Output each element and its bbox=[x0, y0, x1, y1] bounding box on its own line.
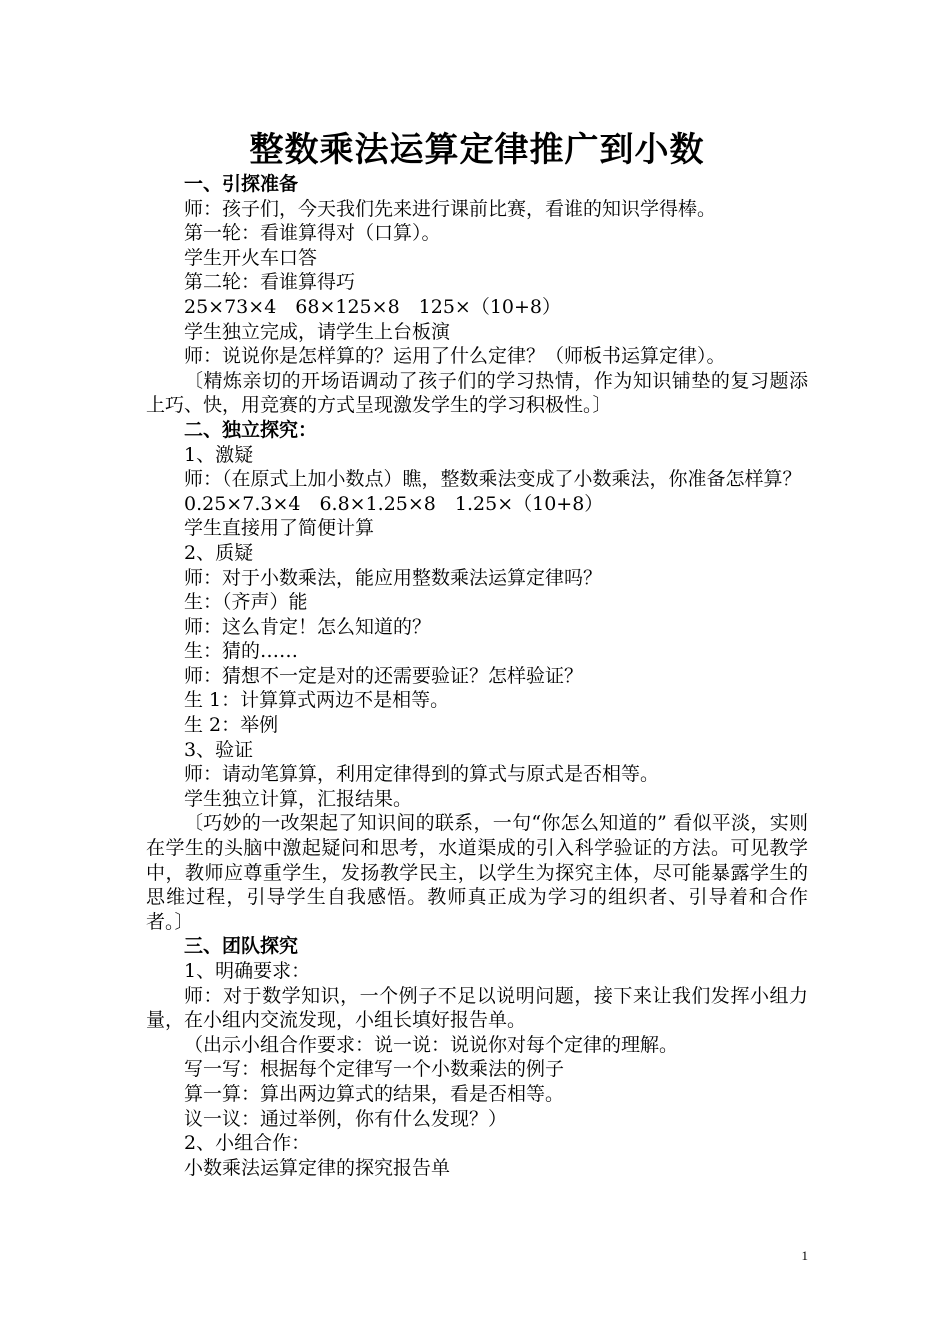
paragraph: 1、激疑 bbox=[184, 443, 254, 466]
paragraph: 0.25×7.3×4 6.8×1.25×8 1.25×（10+8） bbox=[184, 492, 604, 515]
paragraph: 生 2：举例 bbox=[184, 714, 279, 737]
document-body bbox=[146, 128, 808, 1180]
paragraph: 3、验证 bbox=[184, 738, 254, 761]
paragraph-list bbox=[146, 172, 808, 1180]
page-number: 1 bbox=[801, 1248, 808, 1263]
paragraph: 师：说说你是怎样算的？运用了什么定律？（师板书运算定律）。 bbox=[184, 345, 726, 368]
paragraph: 25×73×4 68×125×8 125×（10+8） bbox=[184, 295, 562, 318]
paragraph: 算一算：算出两边算式的结果，看是否相等。 bbox=[184, 1082, 565, 1105]
paragraph: 2、质疑 bbox=[184, 541, 254, 564]
paragraph: 议一议：通过举例，你有什么发现？） bbox=[184, 1107, 508, 1130]
paragraph: 〔巧妙的一改架起了知识间的联系，一句“你怎么知道的” 看似平淡，实则在学生的头脑中激起疑问和思考，水道渠成的引入科学验证的方法。可见教学中，教师应尊重学生，发扬教学民主，以学生为探究主体，尽可能暴露学生的思维过程，引导学生自我感悟。教师真正成为学习的组织者、引导着和合作者。〕 bbox=[146, 812, 808, 933]
paragraph: 师：（在原式上加小数点）瞧，整数乘法变成了小数乘法，你准备怎样算？ bbox=[184, 468, 802, 491]
paragraph: 学生直接用了简便计算 bbox=[184, 517, 375, 540]
paragraph: 师：对于数学知识，一个例子不足以说明问题，接下来让我们发挥小组力量，在小组内交流发现，小组长填好报告单。 bbox=[146, 984, 808, 1032]
paragraph: （出示小组合作要求：说一说：说说你对每个定律的理解。 bbox=[184, 1033, 679, 1056]
paragraph: 生 1：计算算式两边不是相等。 bbox=[184, 689, 450, 712]
paragraph: 生：（齐声）能 bbox=[184, 591, 308, 614]
paragraph: 第一轮：看谁算得对（口算）。 bbox=[184, 222, 441, 245]
paragraph: 2、小组合作： bbox=[184, 1132, 311, 1155]
paragraph: 师：请动笔算算，利用定律得到的算式与原式是否相等。 bbox=[184, 763, 660, 786]
paragraph: 1、明确要求： bbox=[184, 960, 311, 982]
paragraph: 师：这么肯定！怎么知道的？ bbox=[184, 615, 432, 638]
paragraph: 生：猜的…… bbox=[184, 640, 299, 663]
paragraph: 第二轮：看谁算得巧 bbox=[184, 271, 356, 294]
paragraph: 师：孩子们，今天我们先来进行课前比赛，看谁的知识学得棒。 bbox=[184, 197, 717, 220]
paragraph: 师：对于小数乘法，能应用整数乘法运算定律吗？ bbox=[184, 566, 603, 589]
section-heading: 一、引探准备 bbox=[184, 173, 299, 195]
paragraph: 学生开火车口答 bbox=[184, 246, 318, 269]
paragraph: 小数乘法运算定律的探究报告单 bbox=[184, 1156, 451, 1179]
section-heading: 二、独立探究： bbox=[184, 418, 318, 441]
paragraph: 学生独立计算，汇报结果。 bbox=[184, 787, 413, 810]
paragraph: 学生独立完成，请学生上台板演 bbox=[184, 320, 451, 343]
document-title: 整数乘法运算定律推广到小数 bbox=[249, 130, 705, 170]
section-heading: 三、团队探究 bbox=[184, 935, 299, 958]
paragraph: 师：猜想不一定是对的还需要验证？怎样验证？ bbox=[184, 664, 584, 687]
paragraph: 〔精炼亲切的开场语调动了孩子们的学习热情，作为知识铺垫的复习题添上巧、快，用竞赛的方式呈现激发学生的学习积极性。〕 bbox=[146, 369, 808, 417]
paragraph: 写一写：根据每个定律写一个小数乘法的例子 bbox=[184, 1058, 565, 1081]
